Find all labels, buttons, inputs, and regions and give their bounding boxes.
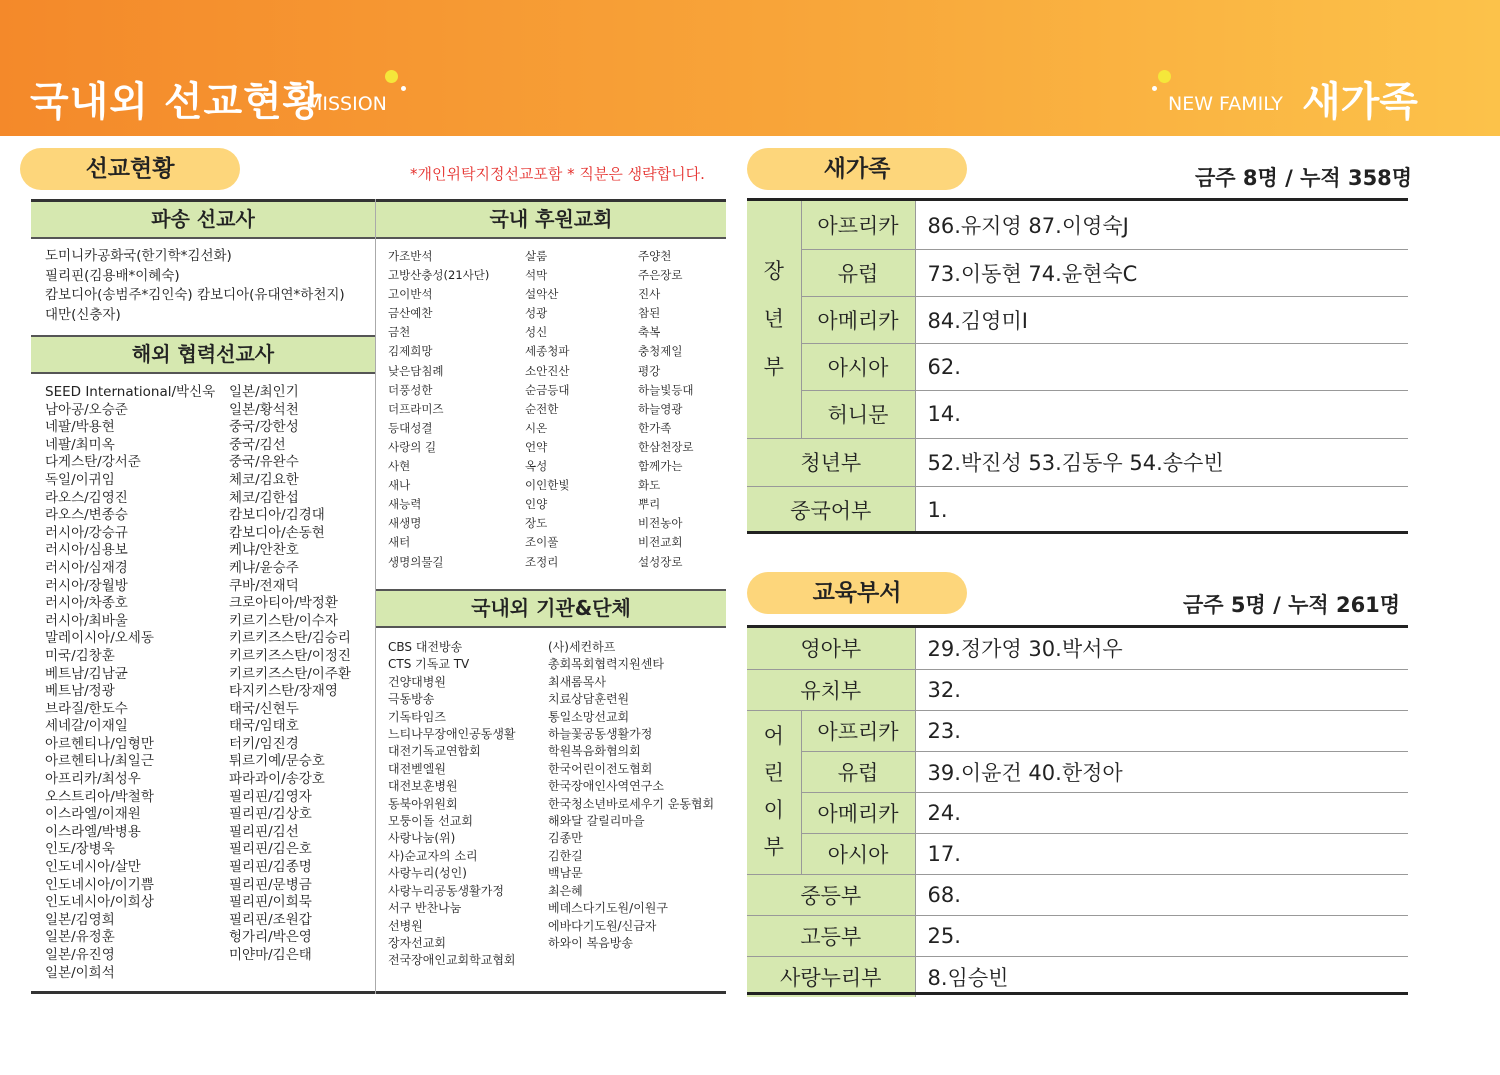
row-value: 24. (915, 792, 1408, 833)
row-category: 유치부 (747, 669, 915, 710)
list-item: SEED International/박신욱 (45, 384, 216, 400)
list-item: 낮은담침례 (388, 363, 444, 378)
education-table (747, 628, 1408, 997)
list-item: 최새롬목사 (548, 674, 606, 689)
list-item: 성신 (525, 325, 548, 340)
list-item: 충청제일 (638, 344, 683, 359)
list-item: 아프리카/최성우 (45, 771, 141, 788)
list-item: 해와달 갈릴리마을 (548, 814, 645, 829)
list-item: 하늘영광 (638, 401, 683, 416)
list-item: 뿌리 (638, 497, 661, 512)
dot-decoration (385, 70, 398, 83)
list-item: 인도네시아/이희상 (45, 894, 154, 911)
list-item: 소안진산 (525, 363, 570, 378)
list-item: 키르키즈스탄/이주환 (229, 665, 351, 682)
list-item: 라오스/김영진 (45, 489, 128, 506)
list-item: 캄보디아/김경대 (229, 507, 325, 524)
table-row (747, 751, 1408, 792)
list-item: 필리핀/김상호 (229, 806, 312, 823)
list-item: 필리핀/김종명 (229, 859, 312, 876)
list-item: 베트남/정광 (45, 683, 115, 700)
list-item: 태국/임태호 (229, 718, 299, 735)
children-group-label: 어 린 이 부 (747, 710, 801, 874)
page-title: 국내외 선교현황 (30, 79, 323, 125)
row-value: 1. (915, 486, 1408, 533)
list-item: 체코/김한섭 (229, 489, 299, 506)
sent-missionaries-list (45, 247, 345, 326)
list-item: 일본/최인기 (229, 384, 299, 400)
row-value: 84.김영미I (915, 296, 1408, 343)
row-category: 아시아 (801, 343, 915, 390)
row-value: 8.임승빈 (915, 956, 1408, 997)
list-item: 시온 (525, 420, 548, 435)
list-item: 평강 (638, 363, 661, 378)
row-value: 14. (915, 390, 1408, 438)
divider (31, 237, 375, 239)
list-item: 러시아/최바울 (45, 612, 128, 629)
divider (376, 237, 726, 239)
newfamily-pill: 새가족 (747, 148, 967, 190)
list-item: 한국어린이전도협회 (548, 761, 653, 776)
table-row (747, 833, 1408, 874)
list-item: 서구 반찬나눔 (388, 901, 462, 916)
list-item: 석막 (525, 268, 548, 283)
list-item: 세네갈/이재일 (45, 718, 128, 735)
table-row (747, 438, 1408, 486)
education-pill: 교육부서 (747, 572, 967, 614)
list-item: 조이풀 (525, 535, 559, 550)
list-item: 조정리 (525, 554, 559, 569)
list-item: 다게스탄/강서준 (45, 454, 141, 471)
list-item: 일본/유진영 (45, 947, 115, 963)
list-item: 옥성 (525, 459, 548, 474)
row-value: 68. (915, 874, 1408, 915)
page-subtitle-mission: MISSION (306, 93, 387, 115)
list-item: 김제희망 (388, 344, 433, 359)
list-item: 모퉁이돌 선교회 (388, 814, 473, 829)
orgs-header: 국내외 기관&단체 (376, 591, 726, 626)
list-item: 하와이 복음방송 (548, 935, 633, 950)
table-bottom-line (747, 531, 1408, 534)
table-row (747, 628, 1408, 669)
list-item: 최은혜 (548, 883, 583, 898)
domestic-church-col2 (525, 247, 569, 572)
list-item: 사랑누리(성인) (388, 866, 467, 881)
list-item: 하늘꽃공동생활가정 (548, 727, 653, 742)
list-item: 세종청파 (525, 344, 570, 359)
list-item: 네팔/최미옥 (45, 436, 115, 453)
list-item: 건양대병원 (388, 674, 446, 689)
list-item: 하늘빛등대 (638, 382, 694, 397)
list-item: 새나 (388, 478, 411, 493)
domestic-church-header: 국내 후원교회 (376, 202, 726, 237)
table-row (747, 792, 1408, 833)
list-item: 새생명 (388, 516, 422, 531)
newfamily-totals: 금주 8명 / 누적 358명 (1195, 166, 1413, 190)
list-item: 장자선교회 (388, 935, 446, 950)
list-item: 축복 (638, 325, 661, 340)
list-item: 통일소망선교회 (548, 709, 630, 724)
row-value: 62. (915, 343, 1408, 390)
table-row (747, 249, 1408, 296)
list-item: 비전농아 (638, 516, 683, 531)
list-item: 파라과이/송강호 (229, 771, 325, 788)
row-category: 고등부 (747, 915, 915, 956)
row-category: 아시아 (801, 833, 915, 874)
list-item: 사랑나눔(위) (388, 831, 456, 846)
list-item: 장도 (525, 516, 548, 531)
list-item: 아르헨티나/임형만 (45, 735, 154, 752)
row-category: 중국어부 (747, 486, 915, 533)
list-item: 아르헨티나/최일근 (45, 753, 154, 770)
list-item: 일본/김영희 (45, 911, 115, 928)
list-item: 필리핀/김선 (229, 823, 299, 840)
list-item: 전국장애인교회학교협회 (388, 953, 516, 968)
list-item: 금천 (388, 325, 411, 340)
list-item: 사랑누리공동생활가정 (388, 883, 504, 898)
row-category: 중등부 (747, 874, 915, 915)
list-item: 캄보디아/손동현 (229, 524, 325, 541)
list-item: 체코/김요한 (229, 471, 299, 488)
list-item: 쿠바/전재덕 (229, 577, 299, 594)
row-value: 73.이동현 74.윤현숙C (915, 249, 1408, 296)
list-item: 살룸 (525, 249, 548, 263)
list-item: 이스라엘/이재원 (45, 806, 141, 823)
list-item: 새능력 (388, 497, 422, 512)
list-item: 생명의물길 (388, 554, 444, 569)
list-item: 대만(신충자) (45, 307, 121, 324)
table-bottom-line (747, 992, 1408, 995)
list-item: 키르키즈스탄/김승리 (229, 630, 351, 647)
list-item: 등대성결 (388, 420, 433, 435)
row-category: 영아부 (747, 628, 915, 669)
list-item: 사현 (388, 459, 411, 474)
list-item: 한삼천장로 (638, 439, 694, 454)
row-value: 32. (915, 669, 1408, 710)
list-item: (사)세컨하프 (548, 640, 616, 654)
list-item: 더풍성한 (388, 382, 433, 397)
row-category: 사랑누리부 (747, 956, 915, 997)
row-category: 아메리카 (801, 792, 915, 833)
list-item: 일본/이희석 (45, 964, 115, 981)
list-item: 주은장로 (638, 268, 683, 283)
list-item: 고방산충성(21사단) (388, 268, 490, 283)
list-item: 중국/유완수 (229, 454, 299, 471)
list-item: 대전벧엘원 (388, 761, 446, 776)
row-category: 아프리카 (801, 710, 915, 751)
list-item: 설악산 (525, 287, 559, 302)
table-row (747, 669, 1408, 710)
row-category: 허니문 (801, 390, 915, 438)
list-item: 러시아/강승규 (45, 524, 128, 541)
dot-decoration (1158, 70, 1171, 83)
list-item: 중국/강한성 (229, 419, 299, 436)
header-banner (0, 0, 1500, 136)
list-item: CBS 대전방송 (388, 640, 463, 654)
list-item: 브라질/한도수 (45, 700, 128, 717)
list-item: 치료상담훈련원 (548, 692, 630, 707)
list-item: 독일/이귀임 (45, 471, 115, 488)
list-item: 필리핀(김용배*이혜숙) (45, 267, 180, 284)
list-item: 한가족 (638, 420, 672, 435)
list-item: 네팔/박용현 (45, 419, 115, 436)
list-item: 일본/황석천 (229, 401, 299, 418)
education-totals: 금주 5명 / 누적 261명 (1183, 593, 1401, 617)
list-item: 순금등대 (525, 382, 570, 397)
list-item: 비전교회 (638, 535, 683, 550)
list-item: 인도네시아/살만 (45, 859, 141, 876)
list-item: 케냐/윤승주 (229, 559, 299, 576)
table-row (747, 710, 1408, 751)
list-item: 진사 (638, 287, 661, 302)
list-item: 더프라미즈 (388, 401, 444, 416)
list-item: 튀르기예/문승호 (229, 753, 325, 770)
list-item: 키르기스탄/이수자 (229, 612, 338, 629)
list-item: 터키/임진경 (229, 735, 299, 752)
list-item: 이스라엘/박병용 (45, 823, 141, 840)
list-item: 고이반석 (388, 287, 433, 302)
list-item: 도미니카공화국(한기학*김선화) (45, 248, 232, 264)
list-item: 인도네시아/이기쁨 (45, 876, 154, 893)
mission-pill: 선교현황 (20, 148, 240, 190)
list-item: 태국/신현두 (229, 700, 299, 717)
mission-note: *개인위탁지정선교포함 * 직분은 생략합니다. (410, 165, 705, 183)
list-item: 성광 (525, 306, 548, 321)
list-item: 남아공/오승준 (45, 401, 128, 418)
table-row (747, 915, 1408, 956)
list-item: 미국/김창훈 (45, 647, 115, 664)
row-category: 청년부 (747, 438, 915, 486)
overseas-list-col1 (45, 384, 215, 982)
list-item: 설성장로 (638, 554, 683, 569)
row-category: 아메리카 (801, 296, 915, 343)
list-item: 헝가리/박은영 (229, 929, 312, 946)
list-item: 오스트리아/박철학 (45, 788, 154, 805)
list-item: 베트남/김남균 (45, 665, 128, 682)
dot-decoration (1152, 86, 1157, 91)
row-value: 23. (915, 710, 1408, 751)
row-value: 29.정가영 30.박서우 (915, 628, 1408, 669)
table-row (747, 296, 1408, 343)
sent-missionaries-header: 파송 선교사 (31, 202, 375, 237)
orgs-col1 (388, 639, 516, 970)
row-category: 유럽 (801, 751, 915, 792)
dot-decoration (401, 86, 406, 91)
row-value: 25. (915, 915, 1408, 956)
list-item: 필리핀/문병금 (229, 876, 312, 893)
list-item: 주양천 (638, 249, 672, 263)
row-value: 52.박진성 53.김동우 54.송수빈 (915, 438, 1408, 486)
table-row (747, 343, 1408, 390)
list-item: 미얀마/김은태 (229, 947, 312, 963)
list-item: 선병원 (388, 918, 423, 933)
list-item: 러시아/장월방 (45, 577, 128, 594)
list-item: 언약 (525, 439, 548, 454)
list-item: 금산예찬 (388, 306, 433, 321)
domestic-church-col3 (638, 247, 694, 572)
domestic-church-col1 (388, 247, 489, 572)
list-item: 사)순교자의 소리 (388, 848, 478, 863)
list-item: 캄보디아(송범주*김인숙) 캄보디아(유대연*하천지) (45, 287, 345, 304)
overseas-missionaries-header: 해외 협력선교사 (31, 337, 375, 372)
table-row (747, 874, 1408, 915)
list-item: 필리핀/이희묵 (229, 894, 312, 911)
table-row (747, 201, 1408, 249)
list-item: 극동방송 (388, 692, 435, 707)
list-item: 가조반석 (388, 249, 433, 263)
section-title-newfamily: 새가족 (1302, 79, 1418, 125)
row-value: 86.유지영 87.이영숙J (915, 201, 1408, 249)
table-row (747, 486, 1408, 533)
list-item: 키르키즈스탄/이정진 (229, 647, 351, 664)
list-item: 케냐/안찬호 (229, 542, 299, 559)
list-item: 참된 (638, 306, 661, 321)
row-value: 17. (915, 833, 1408, 874)
list-item: 크로아티아/박정환 (229, 595, 338, 612)
youth-adult-group-label: 장 년 부 (747, 201, 801, 438)
list-item: 말레이시아/오세동 (45, 630, 154, 647)
list-item: 베데스다기도원/이원구 (548, 901, 668, 916)
list-item: CTS 기독교 TV (388, 657, 470, 672)
list-item: 새터 (388, 535, 411, 550)
section-subtitle-newfamily: NEW FAMILY (1168, 93, 1283, 115)
row-category: 아프리카 (801, 201, 915, 249)
list-item: 타지키스탄/장재영 (229, 683, 338, 700)
list-item: 라오스/변종승 (45, 507, 128, 524)
list-item: 기독타임즈 (388, 709, 446, 724)
orgs-col2 (548, 639, 714, 952)
list-item: 필리핀/김영자 (229, 788, 312, 805)
list-item: 함께가는 (638, 459, 683, 474)
list-item: 느티나무장애인공동생활 (388, 727, 516, 742)
list-item: 러시아/심재경 (45, 559, 128, 576)
list-item: 대전기독교연합회 (388, 744, 481, 759)
list-item: 대전보훈병원 (388, 779, 458, 794)
list-item: 필리핀/조원갑 (229, 911, 312, 928)
list-item: 백남문 (548, 866, 583, 881)
row-category: 유럽 (801, 249, 915, 296)
divider (31, 372, 375, 374)
list-item: 일본/유정훈 (45, 929, 115, 946)
list-item: 김종만 (548, 831, 583, 846)
list-item: 총회목회협력지원센타 (548, 657, 664, 672)
list-item: 러시아/심용보 (45, 542, 128, 559)
list-item: 이인한빛 (525, 478, 570, 493)
list-item: 학원복음화협의회 (548, 744, 641, 759)
list-item: 한국장애인사역연구소 (548, 779, 664, 794)
list-item: 동북아위원회 (388, 796, 458, 811)
list-item: 사랑의 길 (388, 439, 437, 454)
list-item: 김한길 (548, 848, 583, 863)
list-item: 중국/김선 (229, 436, 286, 453)
list-item: 화도 (638, 478, 661, 493)
list-item: 필리핀/김은호 (229, 841, 312, 858)
list-item: 순전한 (525, 401, 559, 416)
list-item: 인도/장병욱 (45, 841, 115, 858)
list-item: 인양 (525, 497, 548, 512)
table-row (747, 390, 1408, 438)
overseas-list-col2 (229, 384, 351, 965)
table-row (747, 956, 1408, 997)
divider (376, 626, 726, 628)
newfamily-table (747, 201, 1408, 533)
list-item: 에바다기도원/신금자 (548, 918, 657, 933)
row-value: 39.이윤건 40.한정아 (915, 751, 1408, 792)
list-item: 한국청소년바로세우기 운동협회 (548, 796, 715, 811)
list-item: 러시아/차종호 (45, 595, 128, 612)
